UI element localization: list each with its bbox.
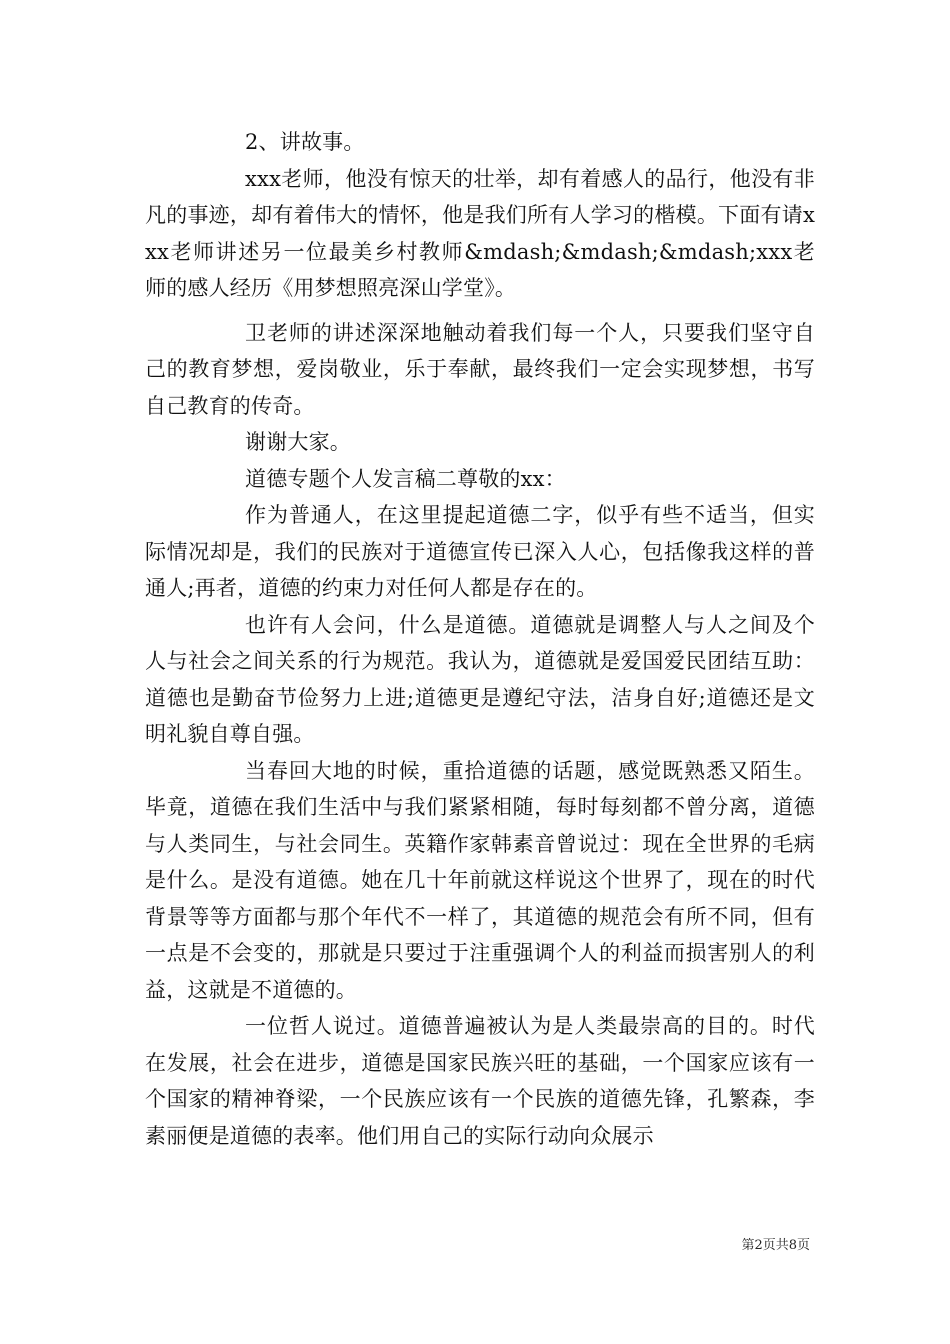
paragraph-spring-morality: 当春回大地的时候，重拾道德的话题，感觉既熟悉又陌生。毕竟，道德在我们生活中与我们紧紧相随，每时每刻都不曾分离，道德与人类同生，与社会同生。英籍作家韩素音曾说过：现在全世界的毛病是什么。是没有道德。她在几十年前就这样说这个世界了，现在的时代背景等等方面都与那个年代不一样了，其道德的规范会有所不同，但有一点是不会变的，那就是只要过于注重强调个人的利益而损害别人的利益，这就是不道德的。 (145, 758, 815, 1002)
paragraph-philosopher: 一位哲人说过。道德普遍被认为是人类最崇高的目的。时代在发展，社会在进步，道德是国家民族兴旺的基础，一个国家应该有一个国家的精神脊梁，一个民族应该有一个民族的道德先锋，孔繁森，李素丽便是道德的表率。他们用自己的实际行动向众展示 (145, 1014, 815, 1148)
paragraph-teacher-reflection: 卫老师的讲述深深地触动着我们每一个人，只要我们坚守自己的教育梦想，爱岗敬业，乐于奉献，最终我们一定会实现梦想，书写自己教育的传奇。 (145, 320, 815, 418)
paragraph-speech-two-title: 道德专题个人发言稿二尊敬的xx： (245, 466, 566, 491)
paragraph-teacher-intro: xxx老师，他没有惊天的壮举，却有着感人的品行，他没有非凡的事迹，却有着伟大的情怀，他是我们所有人学习的楷模。下面有请xxx老师讲述另一位最美乡村教师&mdash;&mdash;&mdash;xxx老师的感人经历《用梦想照亮深山学堂》。 (145, 166, 815, 300)
paragraph-thanks: 谢谢大家。 (245, 430, 351, 454)
paragraph-ordinary-person: 作为普通人，在这里提起道德二字，似乎有些不适当，但实际情况却是，我们的民族对于道德宣传已深入人心，包括像我这样的普通人;再者，道德的约束力对任何人都是存在的。 (145, 503, 815, 600)
paragraph-what-is-morality: 也许有人会问，什么是道德。道德就是调整人与人之间及个人与社会之间关系的行为规范。我认为，道德就是爱国爱民团结互助：道德也是勤奋节俭努力上进;道德更是遵纪守法，洁身自好;道德还是文明礼貌自尊自强。 (145, 612, 815, 746)
paragraph-tell-story-heading: 2、讲故事。 (245, 130, 365, 154)
page-number-footer: 第2页共8页 (741, 1238, 810, 1253)
document-body (145, 124, 815, 1154)
